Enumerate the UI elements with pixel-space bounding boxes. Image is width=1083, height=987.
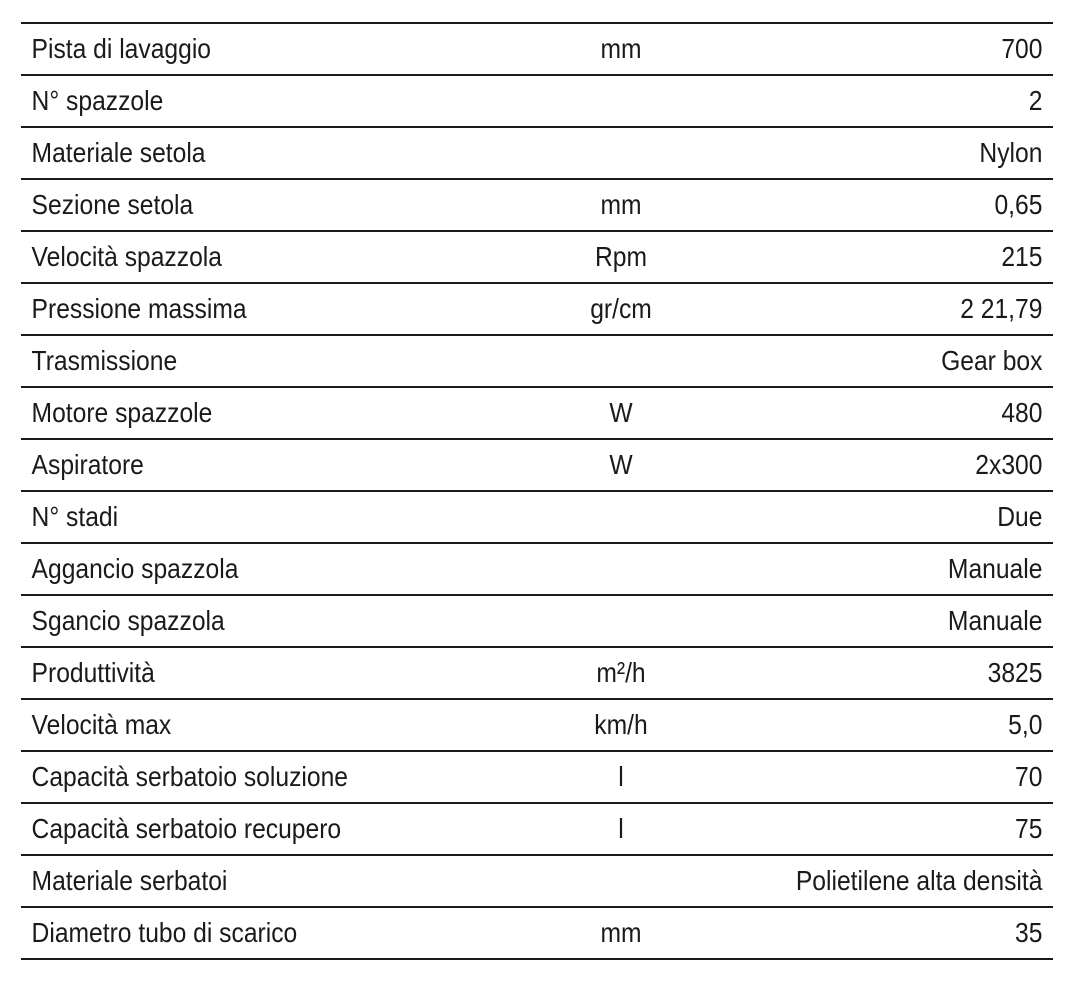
row-unit	[517, 491, 725, 543]
row-value: 3825	[777, 647, 1053, 699]
table-row	[21, 75, 1053, 127]
row-label: Trasmissione	[21, 335, 445, 387]
row-unit	[517, 127, 725, 179]
row-unit: mm	[517, 23, 725, 75]
row-unit: Rpm	[517, 231, 725, 283]
row-value: 2x300	[777, 439, 1053, 491]
row-label: N° spazzole	[21, 75, 445, 127]
row-unit: l	[517, 803, 725, 855]
table-row	[21, 23, 1053, 75]
spec-table	[21, 22, 1053, 960]
row-unit: km/h	[517, 699, 725, 751]
table-row	[21, 387, 1053, 439]
table-row	[21, 127, 1053, 179]
row-label: Pressione massima	[21, 283, 445, 335]
row-label: N° stadi	[21, 491, 445, 543]
table-row	[21, 647, 1053, 699]
row-value: Due	[777, 491, 1053, 543]
table-row	[21, 283, 1053, 335]
row-unit: W	[517, 387, 725, 439]
row-unit	[517, 855, 725, 907]
row-value: 35	[777, 907, 1053, 959]
row-label: Pista di lavaggio	[21, 23, 445, 75]
row-unit: W	[517, 439, 725, 491]
row-value: 0,65	[777, 179, 1053, 231]
row-label: Velocità spazzola	[21, 231, 445, 283]
row-unit: mm	[517, 907, 725, 959]
row-value: Nylon	[777, 127, 1053, 179]
table-row	[21, 439, 1053, 491]
row-value: 2 21,79	[777, 283, 1053, 335]
table-row	[21, 231, 1053, 283]
row-value: Polietilene alta densità	[777, 855, 1053, 907]
row-unit: mm	[517, 179, 725, 231]
table-row	[21, 751, 1053, 803]
row-value: 700	[777, 23, 1053, 75]
table-row	[21, 543, 1053, 595]
table-row	[21, 595, 1053, 647]
row-label: Materiale serbatoi	[21, 855, 445, 907]
row-label: Aspiratore	[21, 439, 445, 491]
row-value: 5,0	[777, 699, 1053, 751]
table-row	[21, 179, 1053, 231]
row-value: Gear box	[777, 335, 1053, 387]
row-unit: gr/cm	[517, 283, 725, 335]
row-label: Capacità serbatoio soluzione	[21, 751, 445, 803]
row-value: 2	[777, 75, 1053, 127]
row-value: 70	[777, 751, 1053, 803]
row-value: Manuale	[777, 595, 1053, 647]
row-value: 480	[777, 387, 1053, 439]
row-label: Sezione setola	[21, 179, 445, 231]
row-value: 215	[777, 231, 1053, 283]
table-row	[21, 855, 1053, 907]
row-value: 75	[777, 803, 1053, 855]
table-row	[21, 491, 1053, 543]
row-unit: m²/h	[517, 647, 725, 699]
table-row	[21, 803, 1053, 855]
row-unit	[517, 75, 725, 127]
row-label: Velocità max	[21, 699, 445, 751]
row-value: Manuale	[777, 543, 1053, 595]
table-row	[21, 335, 1053, 387]
row-label: Materiale setola	[21, 127, 445, 179]
row-unit: l	[517, 751, 725, 803]
row-label: Capacità serbatoio recupero	[21, 803, 445, 855]
row-label: Aggancio spazzola	[21, 543, 445, 595]
row-unit	[517, 595, 725, 647]
row-label: Motore spazzole	[21, 387, 445, 439]
table-row	[21, 699, 1053, 751]
table-row	[21, 907, 1053, 959]
row-label: Sgancio spazzola	[21, 595, 445, 647]
row-unit	[517, 335, 725, 387]
row-label: Produttività	[21, 647, 445, 699]
row-unit	[517, 543, 725, 595]
row-label: Diametro tubo di scarico	[21, 907, 445, 959]
